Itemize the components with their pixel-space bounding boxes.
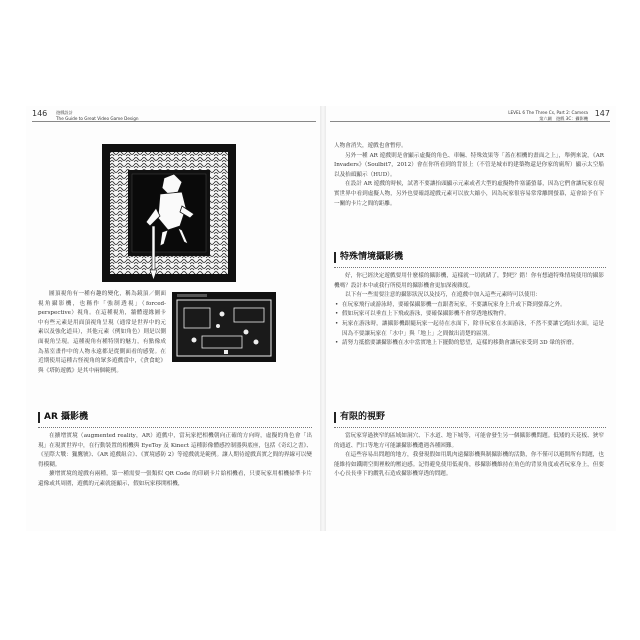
right-page bbox=[326, 106, 616, 531]
special-camera-rule bbox=[334, 267, 606, 268]
special-camera-heading: 特殊情境攝影機 bbox=[334, 252, 403, 263]
left-running-header bbox=[56, 110, 139, 121]
limited-view-heading: 有限的視野 bbox=[334, 412, 385, 423]
limited-view-paragraph: 當玩家穿過狹窄的區域如洞穴、下水道、地下城等，可能會發生另一個攝影機問題。低矮的天花板、狹窄的通道、門口等地方可能讓攝影機遭遇各種困難。 bbox=[334, 433, 604, 449]
left-page bbox=[26, 106, 320, 531]
ar-paragraph: 在擴增實境（augmented reality，AR）遊戲中，當玩家把相機朝向正確的方向時，虛擬的角色會「出現」在現實世界中，在行動裝置的相機與 EyeToy 及 Kinect 這種影像體感控制器與底座，包括《奇幻之書》、《星際大戰：獵鷹號》、《AR 遊戲組合》、《實境感防 2》等遊戲就是範例。讓人期待遊戲真實之間的界線可以變得模糊。 bbox=[38, 433, 312, 468]
right-running-header bbox=[508, 110, 588, 121]
special-camera-paragraph: 好，你已經決定遊戲要用什麼樣的攝影機，這樣就一切就緒了，對吧？錯！你有想過特殊情境使用的攝影機嗎？設計本中或我行所使用的攝影機會更加深複雜度。 bbox=[334, 273, 604, 289]
right-header-subtitle: 第六關 遊戲 3C：攝影機 bbox=[539, 115, 588, 121]
book-spread bbox=[26, 106, 616, 531]
perspective-paragraph: 圖頂視角有一種有趣的變化，稱為鏡頂／側面視角攝影機，也稱作「強制透視」（forced-perspective）視角。在這種視角，牆體邊緣圖卡中有些元素是用面頂視角呈現（通常是世界中的元素以及強化道具），其他元素（例如角色）則是以側面視角呈現。這種視角有種特別的魅力，有點像成為墓室畫作中的人物永遠都是從側面看的感覺。在近期使用這種古怪視角的眾多遊戲當中，《貪食蛇》與《塔防遊戲》是其中兩個範例。 bbox=[38, 291, 166, 374]
limited-view-paragraph: 在這些容易出問題的地方，我發現假如用肌肉遠攝影機與制攝影機的活動，你不僅可以避開所有問題，也能維持如鐵閘空間裡較的壓迫感。記得避免使用低視角，移攝影機維持在角色的背景角度或者玩家身上，但要小心長長垂下的纜乳石造成攝影機穿透的問題。 bbox=[334, 452, 604, 478]
camera-tip-item: • 請努力抵擋要讓攝影機在水中當實地上下擺動的慾望，這樣的移動會讓玩家受到 3D 暈的折磨。 bbox=[334, 339, 604, 349]
limited-view-rule bbox=[334, 427, 606, 428]
ar-continued-paragraph: 在設計 AR 遊戲的時候，試著不要讓抬頭顯示元素或者大型的虛擬物件塞滿螢幕，因為它們會讓玩家在現實世界中看到虛擬人物，另外也要確認遊戲元素可以放大縮小，因為玩家很容易常常離開螢幕，這會給予在下一關的卡片之間的距離。 bbox=[334, 181, 604, 207]
left-page-number: 146 bbox=[32, 109, 48, 118]
ar-continued-body bbox=[334, 142, 604, 209]
left-header-title: 遊戲設計 bbox=[56, 110, 73, 115]
ar-camera-body bbox=[38, 432, 312, 490]
camera-tip-item: • 假如玩家可以垂直上下飛或游泳，要確保攝影機不會穿透地板物件。 bbox=[334, 310, 604, 320]
right-header-title: LEVEL 6 The Three Cs, Part 2: Camera bbox=[508, 110, 588, 115]
ar-camera-heading: AR 攝影機 bbox=[38, 412, 88, 423]
ar-heading-rule bbox=[38, 427, 312, 428]
special-camera-paragraph: 以下有一些需要注意的攝影狀況以及技巧，在遊戲中加入這些元素時可以使用： bbox=[345, 292, 541, 299]
special-camera-body bbox=[334, 272, 604, 349]
game-screenshot-illustration bbox=[172, 292, 276, 362]
camera-tip-item: • 在玩家飛行或游泳時，要確保攝影機一直跟著玩家，不要讓玩家身上升或下降到螢幕之外。 bbox=[334, 301, 604, 311]
right-page-number: 147 bbox=[594, 109, 610, 118]
ar-paragraph: 擴增實境的遊戲有兩種，第一種需要一張類似 QR Code 的印刷卡片給相機看，只要玩家用相機掃準卡片還像或其周圍，遊戲的元素就能顯示，假如玩家移開相機， bbox=[38, 471, 312, 487]
ar-continued-paragraph: 人物會消失，遊戲也會暫停。 bbox=[334, 143, 407, 149]
limited-view-body bbox=[334, 432, 604, 480]
camera-tip-item: • 玩家在游泳時，讓攝影機跟隨玩家一起待在水面下，除非玩家在水面游泳，不然不要讓它跑出水面，這是因為不要讓玩家在「水中」與「地上」之間做出清楚的區別。 bbox=[334, 320, 604, 339]
left-header-subtitle: The Guide to Great Video Game Design bbox=[56, 115, 139, 121]
ar-continued-paragraph: 另外一種 AR 遊戲則是會顯示虛擬的角色、車輛、特殊效果等「蓋在相機的畫面之上」，舉例來說，《AR Invaders》（Soulbit7，2012）會在你所看到的背景上（不管是城市的建築物還是你家的廁所）顯示太空船以及抬頭顯示（HUD）。 bbox=[334, 152, 604, 178]
knight-illustration bbox=[102, 144, 236, 282]
left-header-rule bbox=[32, 121, 316, 122]
perspective-description bbox=[38, 290, 166, 376]
camera-tips-list bbox=[334, 301, 604, 349]
right-header-rule bbox=[330, 121, 610, 122]
